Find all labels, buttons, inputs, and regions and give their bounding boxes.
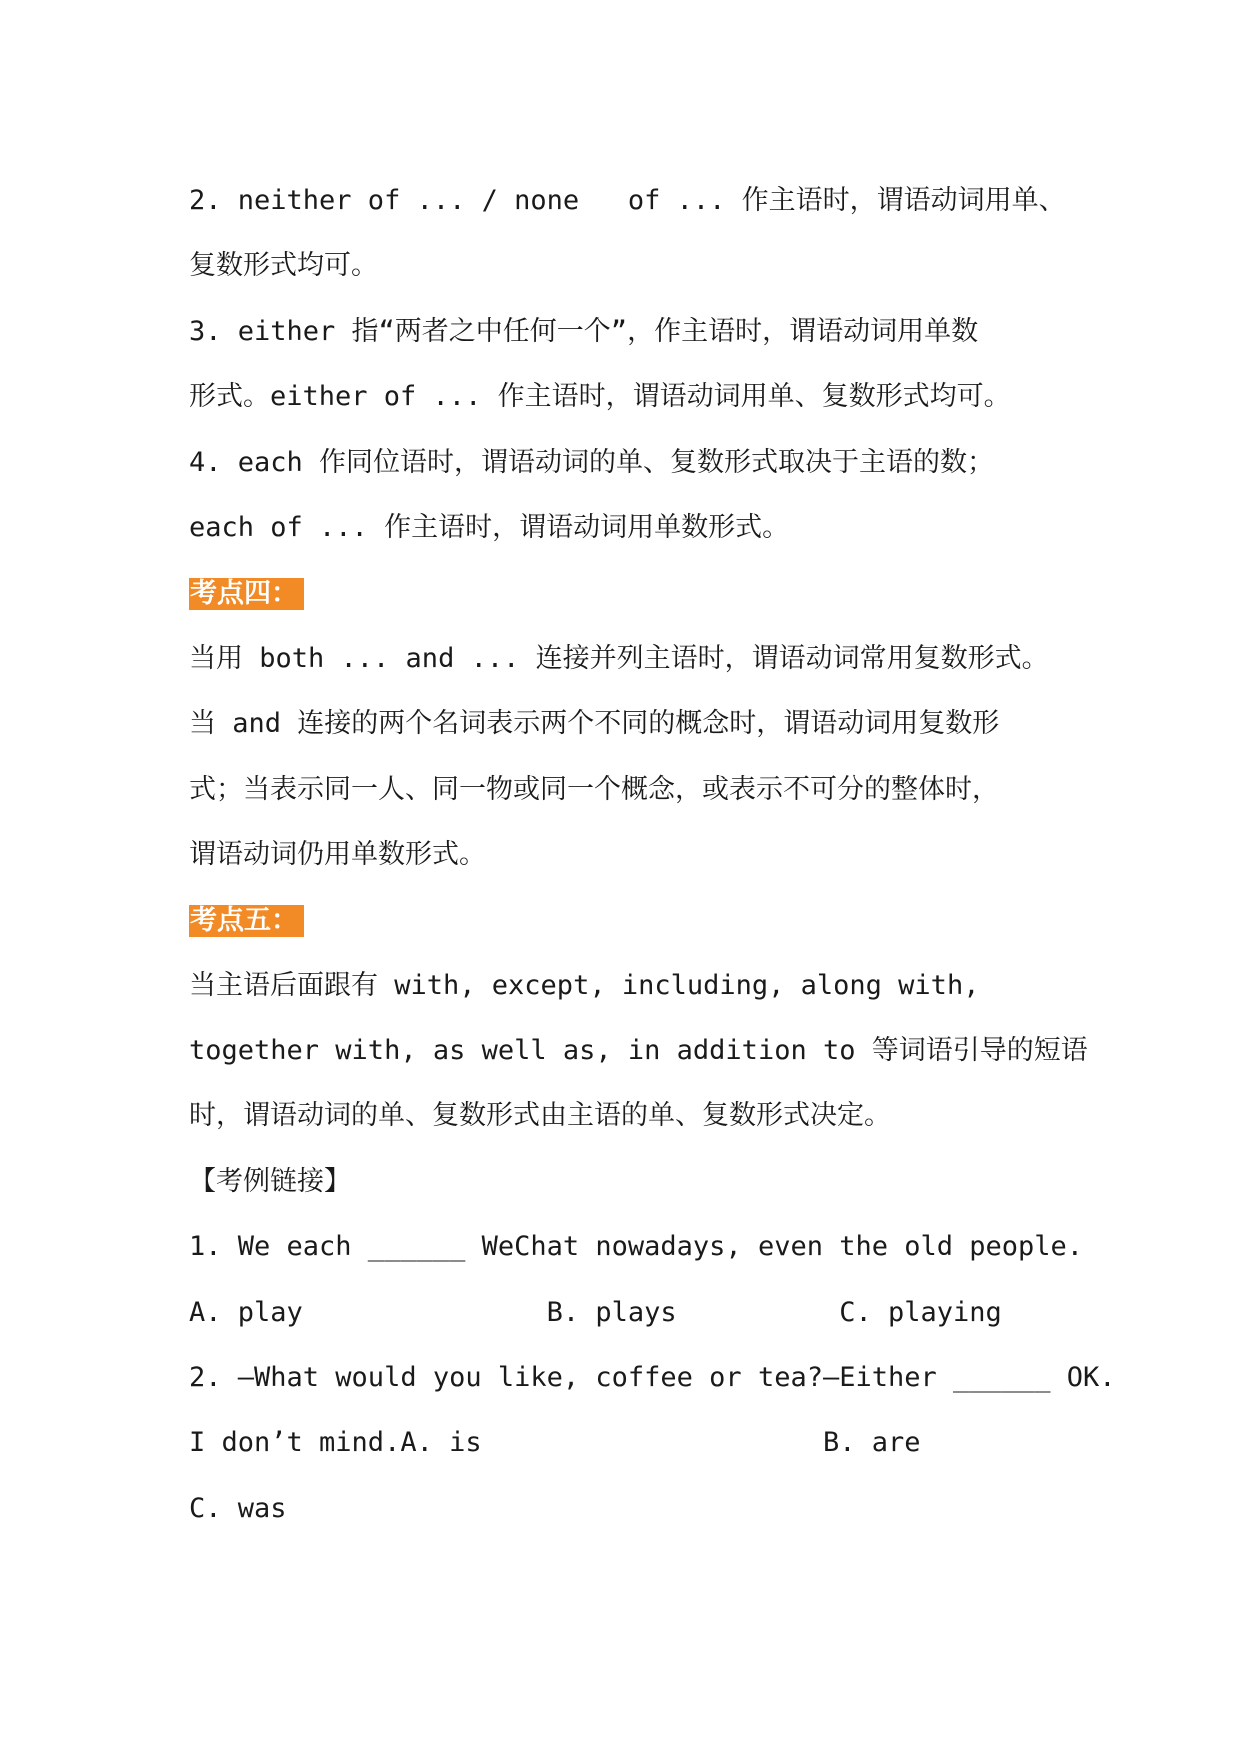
section-4-line-3: 式；当表示同一人、同一物或同一个概念，或表示不可分的整体时，: [189, 773, 999, 805]
rule-4-line-1: 4. each 作同位语时，谓语动词的单、复数形式取决于主语的数；: [189, 446, 995, 478]
section-5-line-1: 当主语后面跟有 with, except, including, along with,: [189, 969, 980, 1001]
question-2: 2. —What would you like, coffee or tea?—Either ______ OK.: [189, 1362, 1116, 1394]
question-1: 1. We each ______ WeChat nowadays, even the old people.: [189, 1231, 1084, 1263]
section-heading-4-row: [189, 560, 1069, 625]
question-2-option-c: C. was: [189, 1492, 287, 1524]
section-heading-5: 考点五：: [189, 905, 304, 937]
question-1-options: A. play B. plays C. playing: [189, 1296, 1002, 1328]
section-heading-4: 考点四：: [189, 578, 304, 610]
rule-3-line-1: 3. either 指“两者之中任何一个”，作主语时，谓语动词用单数: [189, 315, 979, 347]
section-5-line-2: together with, as well as, in addition to 等词语引导的短语: [189, 1035, 1088, 1067]
section-4-line-4: 谓语动词仍用单数形式。: [189, 838, 486, 870]
examples-heading: 【考例链接】: [189, 1165, 351, 1197]
section-4-line-2: 当 and 连接的两个名词表示两个不同的概念时，谓语动词用复数形: [189, 708, 1000, 740]
section-4-line-1: 当用 both ... and ... 连接并列主语时，谓语动词常用复数形式。: [189, 642, 1049, 674]
rule-2-line-1: 2. neither of ... / none of ... 作主语时，谓语动词用单、: [189, 185, 1066, 216]
question-2-options: I don’t mind.A. is B. are: [189, 1427, 921, 1459]
rule-4-line-2: each of ... 作主语时，谓语动词用单数形式。: [189, 511, 790, 543]
document-body: [189, 168, 1116, 1541]
section-heading-5-row: [189, 887, 1069, 952]
rule-3-line-2: 形式。either of ... 作主语时，谓语动词用单、复数形式均可。: [189, 381, 1011, 413]
rule-2-line-2: 复数形式均可。: [189, 250, 378, 282]
section-5-line-3: 时，谓语动词的单、复数形式由主语的单、复数形式决定。: [189, 1100, 891, 1132]
